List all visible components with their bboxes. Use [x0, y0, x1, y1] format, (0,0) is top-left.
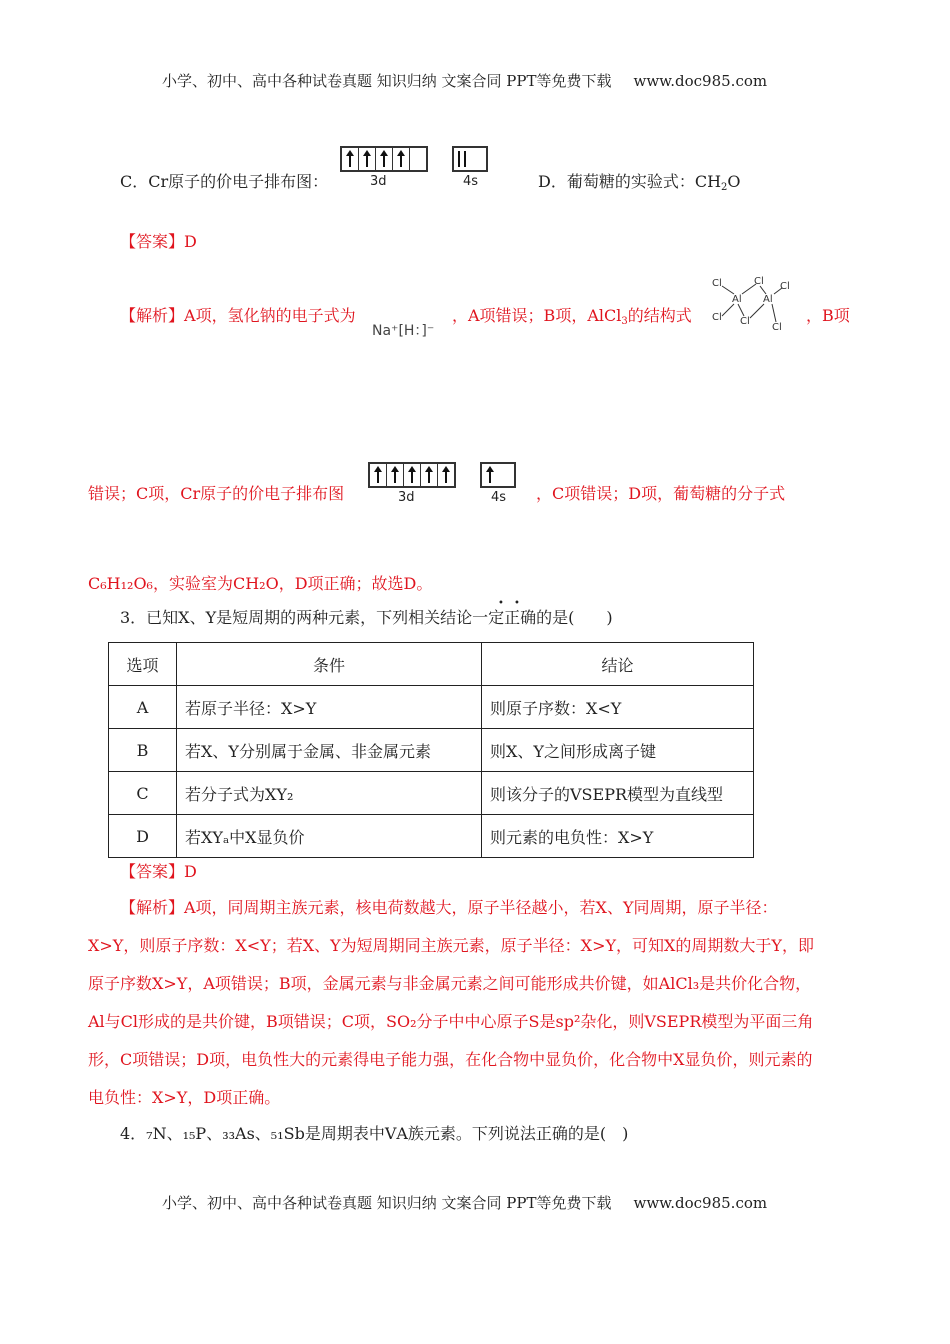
bond-line — [722, 286, 734, 294]
bond-line — [772, 304, 776, 322]
orbital-up-arrow-icon — [404, 464, 421, 486]
orbital-empty-cell — [410, 148, 426, 170]
orbital-up-arrow-icon — [482, 464, 514, 486]
orbital-paired-arrows-icon — [454, 148, 486, 170]
atom-cl: Cl — [754, 276, 764, 287]
atom-al: Al — [763, 294, 773, 305]
orbital-3d-diagram — [340, 146, 428, 172]
bond-line — [722, 304, 734, 316]
orbital-4s-label-answer: 4s — [491, 490, 507, 505]
q2-analysis-line1: 【解析】A项，氢化钠的电子式为 — [120, 306, 356, 325]
bond-line — [750, 304, 764, 318]
q2-analysis-line1-b: ，A项错误；B项，AlCl$_3$的结构式 — [452, 306, 692, 327]
header-text: 小学、初中、高中各种试卷真题 知识归纳 文案合同 PPT等免费下载 — [162, 72, 612, 90]
table-row — [109, 815, 754, 858]
q3-analysis-line: 原子序数X>Y，A项错误；B项，金属元素与非金属元素之间可能形成共价键，如AlCl₃是共价化合物， — [88, 974, 812, 993]
orbital-up-arrow-icon — [421, 464, 438, 486]
q2-option-d: D．葡萄糖的实验式：$CH_2O$ — [538, 172, 741, 193]
table-cell: 若XYₐ中X显负价 — [177, 815, 482, 858]
table-cell: 则该分子的VSEPR模型为直线型 — [482, 772, 754, 815]
nah-electron-formula: Na⁺[H：]⁻ — [372, 323, 435, 339]
orbital-up-arrow-icon — [438, 464, 454, 486]
page-header — [162, 70, 767, 91]
table-header-cell: 条件 — [177, 643, 482, 686]
atom-cl: Cl — [740, 316, 750, 327]
q2-analysis-line2-b: ，C项错误；D项，葡萄糖的分子式 — [536, 484, 786, 503]
table-row — [109, 729, 754, 772]
orbital-up-arrow-icon — [342, 148, 359, 170]
orbital-up-arrow-icon — [387, 464, 404, 486]
q3-analysis-line: 电负性：X>Y，D项正确。 — [88, 1088, 281, 1107]
orbital-up-arrow-icon — [376, 148, 393, 170]
footer-text: 小学、初中、高中各种试卷真题 知识归纳 文案合同 PPT等免费下载 — [162, 1194, 612, 1212]
orbital-up-arrow-icon — [393, 148, 410, 170]
orbital-4s-diagram-answer — [480, 462, 516, 488]
table-cell: 则原子序数：X<Y — [482, 686, 754, 729]
table-row — [109, 686, 754, 729]
table-cell: A — [109, 686, 177, 729]
orbital-4s-diagram — [452, 146, 488, 172]
table-cell: D — [109, 815, 177, 858]
q2-answer: 【答案】D — [120, 232, 197, 251]
orbital-up-arrow-icon — [359, 148, 376, 170]
q3-analysis-line: X>Y，则原子序数：X<Y；若X、Y为短周期同主族元素，原子半径：X>Y，可知X的周期数大于Y，即 — [88, 936, 814, 955]
orbital-up-arrow-icon — [370, 464, 387, 486]
table-cell: 若分子式为XY₂ — [177, 772, 482, 815]
atom-cl: Cl — [780, 281, 790, 292]
table-cell: 若X、Y分别属于金属、非金属元素 — [177, 729, 482, 772]
emphasis-dot: • — [498, 598, 504, 609]
table-cell: 则元素的电负性：X>Y — [482, 815, 754, 858]
table-row — [109, 772, 754, 815]
q2-analysis-line1-c: ，B项 — [806, 306, 850, 325]
table-cell: B — [109, 729, 177, 772]
bond-line — [760, 286, 766, 294]
footer-site[interactable]: www.doc985.com — [633, 1194, 768, 1212]
emphasis-dot: • — [514, 598, 520, 609]
orbital-4s-label: 4s — [463, 174, 479, 189]
header-site[interactable]: www.doc985.com — [633, 72, 768, 90]
q2-option-c: C．Cr原子的价电子排布图： — [120, 172, 329, 191]
orbital-3d-diagram-answer — [368, 462, 456, 488]
q3-stem: 3．已知X、Y是短周期的两种元素，下列相关结论一定正确的是( ) — [120, 608, 613, 627]
q2-analysis-line2-a: 错误；C项，Cr原子的价电子排布图 — [88, 484, 345, 503]
q3-options-table — [108, 642, 754, 858]
atom-cl: Cl — [772, 322, 782, 333]
table-header-row — [109, 643, 754, 686]
q2-analysis-line3: C₆H₁₂O₆，实验室为CH₂O，D项正确；故选D。 — [88, 574, 433, 593]
q4-stem: 4．₇N、₁₅P、₃₃As、₅₁Sb是周期表中ⅤA族元素。下列说法正确的是( ) — [120, 1124, 629, 1143]
table-cell: C — [109, 772, 177, 815]
bond-line — [738, 304, 744, 316]
q3-analysis-line: 【解析】A项，同周期主族元素，核电荷数越大，原子半径越小，若X、Y同周期，原子半径： — [120, 898, 778, 917]
orbital-3d-label: 3d — [370, 174, 387, 189]
page-footer — [162, 1192, 767, 1213]
table-cell: 则X、Y之间形成离子键 — [482, 729, 754, 772]
atom-cl: Cl — [712, 278, 722, 289]
bond-line — [742, 284, 756, 294]
orbital-3d-label-answer: 3d — [398, 490, 415, 505]
table-header-cell: 选项 — [109, 643, 177, 686]
alcl3-dimer-structure — [708, 272, 798, 336]
table-header-cell: 结论 — [482, 643, 754, 686]
atom-al: Al — [732, 294, 742, 305]
q3-analysis-line: Al与Cl形成的是共价键，B项错误；C项，SO₂分子中中心原子S是sp²杂化，则VSEPR模型为平面三角 — [88, 1012, 814, 1031]
q3-answer: 【答案】D — [120, 862, 197, 881]
atom-cl: Cl — [712, 312, 722, 323]
q3-analysis-line: 形，C项错误；D项，电负性大的元素得电子能力强，在化合物中显负价，化合物中X显负价，则元素的 — [88, 1050, 813, 1069]
table-cell: 若原子半径：X>Y — [177, 686, 482, 729]
